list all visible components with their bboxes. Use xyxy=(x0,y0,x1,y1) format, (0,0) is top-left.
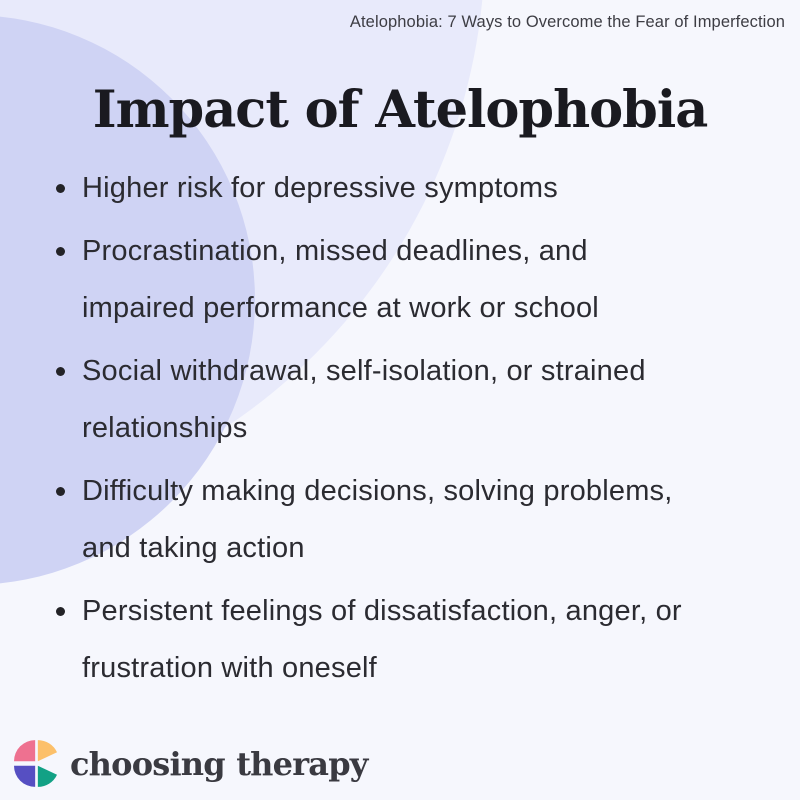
bullet-text: Persistent feelings of dissatisfaction, anger, or frustration with oneself xyxy=(82,595,682,684)
bullet-text: Difficulty making decisions, solving problems, and taking action xyxy=(82,475,673,564)
list-item xyxy=(52,223,780,337)
brand-name: choosing therapy xyxy=(70,744,368,783)
logo-petal-pink xyxy=(14,740,35,761)
list-item xyxy=(52,463,780,577)
bullet-dot xyxy=(56,607,65,616)
bullet-dot xyxy=(56,247,65,256)
choosing-therapy-logo-icon xyxy=(14,740,59,787)
brand-footer xyxy=(14,740,368,787)
bullet-list xyxy=(52,160,780,703)
logo-petal-teal xyxy=(38,766,57,787)
breadcrumb: Atelophobia: 7 Ways to Overcome the Fear of Imperfection xyxy=(349,13,785,31)
list-item xyxy=(52,160,780,217)
bullet-dot xyxy=(56,184,65,193)
logo-petal-orange xyxy=(38,740,57,761)
bullet-dot xyxy=(56,487,65,496)
list-item xyxy=(52,343,780,457)
bullet-text: Social withdrawal, self-isolation, or strained relationships xyxy=(82,355,646,444)
page-title: Impact of Atelophobia xyxy=(92,80,708,140)
list-item xyxy=(52,583,780,697)
logo-petal-purple xyxy=(14,766,35,787)
bullet-dot xyxy=(56,367,65,376)
bullet-text: Higher risk for depressive symptoms xyxy=(82,172,558,204)
bullet-text: Procrastination, missed deadlines, and impaired performance at work or school xyxy=(82,235,599,324)
